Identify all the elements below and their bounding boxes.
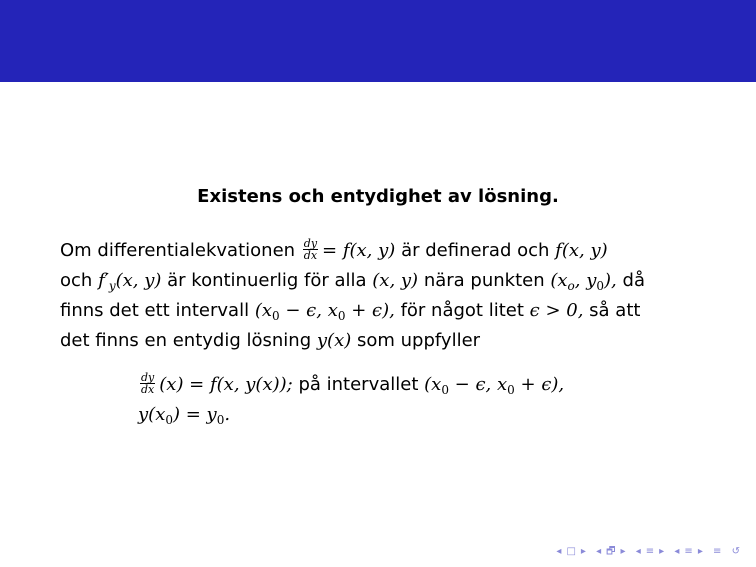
header-bar [0, 0, 756, 82]
next-section-icon[interactable]: ▸ [659, 546, 667, 557]
section-icon[interactable]: ≡ [645, 546, 657, 557]
part-icon[interactable]: ≡ [684, 546, 695, 557]
text-line-3: finns det ett intervall ($x_0 - \epsilon$, $x_0 + \epsilon$), för något litet ϵ > 0, så att [60, 300, 641, 323]
text-line-2: och $f'_y(x$, y) är kontinuerlig för alla (x, y) nära punkten ($x_o$, $y_0$), då [60, 270, 645, 293]
search-icon[interactable]: ↺ [731, 546, 742, 557]
theorem-text [60, 236, 710, 356]
prev-subsection-icon[interactable]: ◂ [596, 546, 604, 557]
equation-block [138, 370, 564, 430]
equation-line-2: $y(x_0) = y_0$. [138, 404, 231, 427]
prev-part-icon[interactable]: ◂ [674, 546, 682, 557]
slide-title: Existens och entydighet av lösning. [197, 186, 559, 207]
next-frame-icon[interactable]: ▸ [580, 546, 588, 557]
equation-line-1: $\frac{dy}{dx}$ (x) = f(x, y(x)); på intervallet ($x_0 - \epsilon$, $x_0 + \epsilon$), [141, 370, 565, 397]
subsection-icon[interactable]: 🗗 [606, 546, 618, 557]
derivative-fraction: $\frac{dy}{dx}$ [141, 370, 155, 396]
next-part-icon[interactable]: ▸ [697, 546, 705, 557]
beamer-navigation [553, 544, 742, 561]
next-subsection-icon[interactable]: ▸ [620, 546, 628, 557]
toc-icon[interactable]: ≡ [713, 546, 724, 557]
prev-frame-icon[interactable]: ◂ [556, 546, 564, 557]
text-line-4: det finns en entydig lösning y(x) som uppfyller [60, 330, 481, 351]
text-line-1: Om differentialekvationen $\frac{dy}{dx}$ = f(x, y) är definerad och f(x, y) [60, 236, 608, 262]
frame-icon[interactable]: □ [566, 546, 578, 557]
prev-section-icon[interactable]: ◂ [635, 546, 643, 557]
derivative-fraction: $\frac{dy}{dx}$ [303, 236, 318, 262]
